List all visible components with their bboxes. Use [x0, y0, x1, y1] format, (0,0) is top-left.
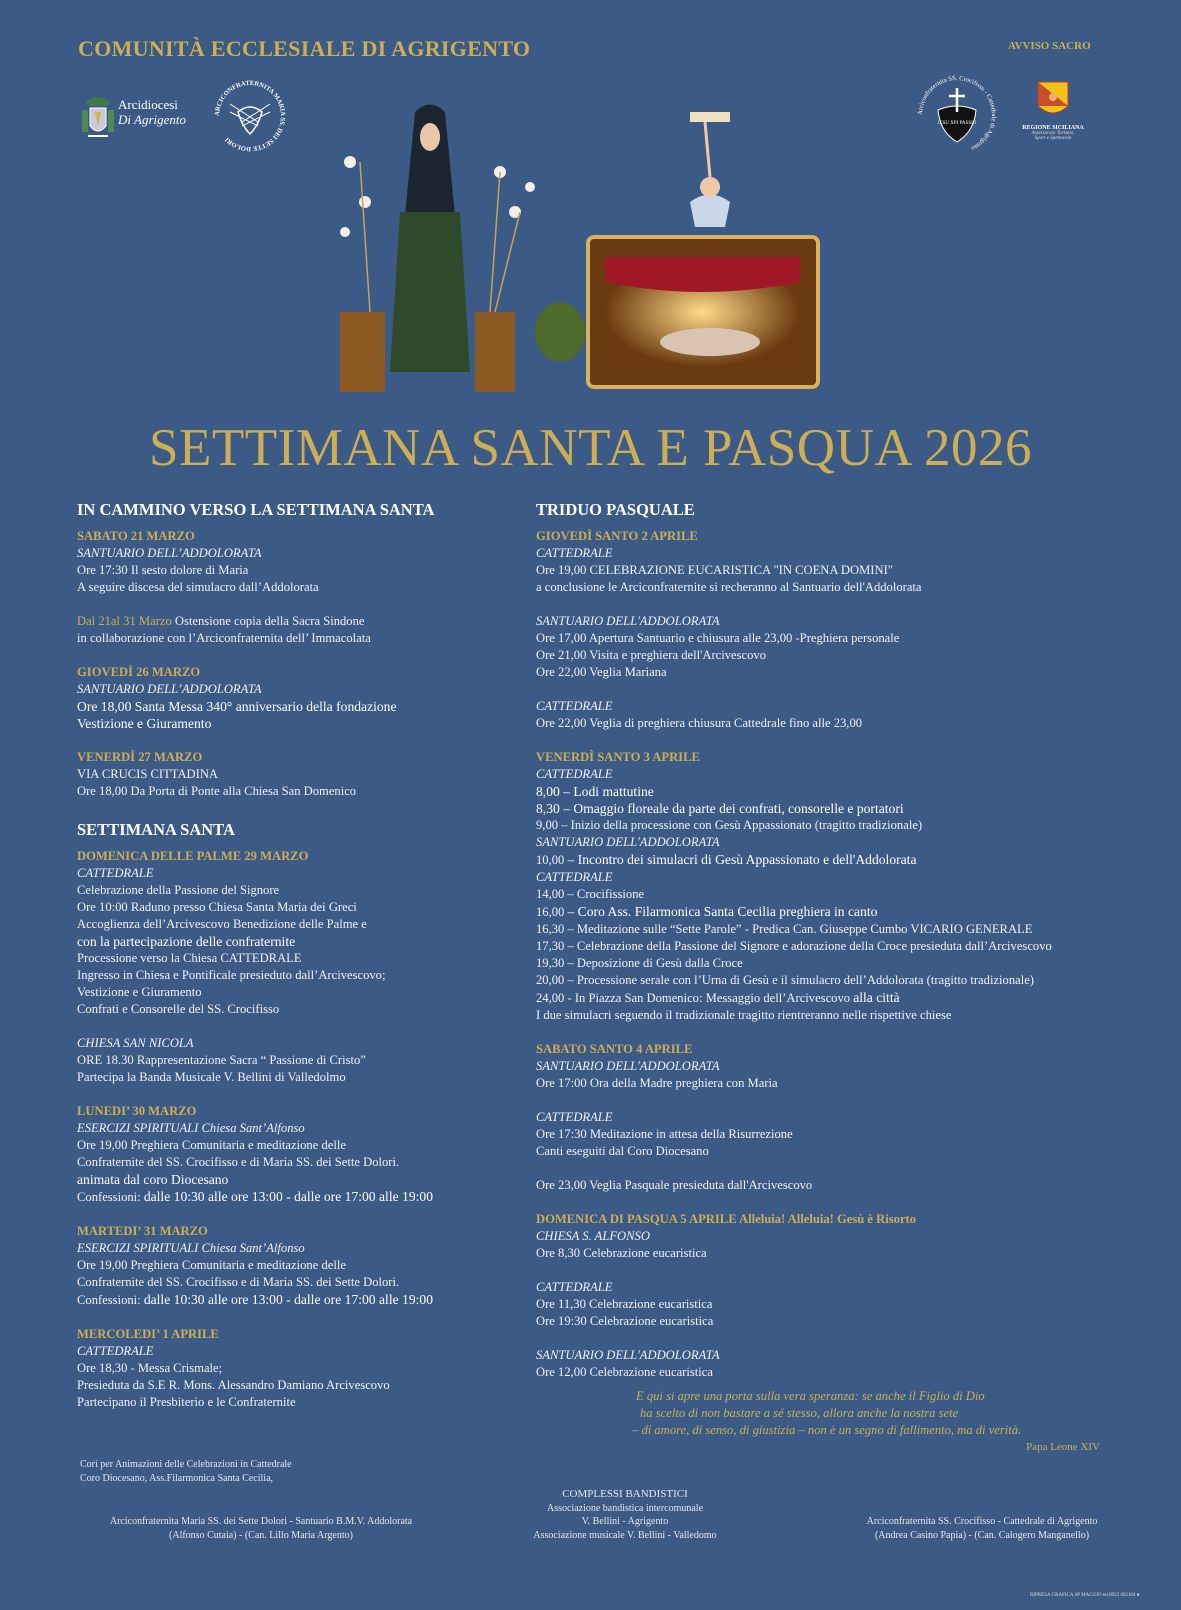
event-text: Ore 17:30 Il sesto dolore di Maria	[77, 563, 249, 577]
event-block	[77, 749, 507, 800]
event-text: Accoglienza dell’Arcivescovo Benedizione delle Palme e	[77, 917, 367, 931]
event-text-rest: – Coro Ass. Filarmonica Santa Cecilia preghiera in canto	[567, 904, 878, 919]
footer-left-line-1: Arciconfraternita Maria SS. dei Sette Dolori - Santuario B.M.V. Addolorata	[109, 1516, 413, 1527]
event-place: CATTEDRALE	[536, 767, 613, 781]
arcidiocesi-line1: Arcidiocesi	[118, 97, 178, 112]
event-place: ESERCIZI SPIRITUALI Chiesa Sant’Alfonso	[77, 1121, 305, 1135]
footer-right-line-2: (Andrea Casino Papia) - (Can. Calogero Manganello)	[874, 1529, 1090, 1541]
cross-heart-emblem-icon	[916, 74, 998, 156]
event-block	[536, 1279, 1176, 1330]
event-block	[77, 613, 507, 647]
regione-sub2: Sport e Spettacolo	[1034, 136, 1072, 141]
footer-center-line-2: V. Bellini - Agrigento	[581, 1516, 669, 1527]
event-place: CATTEDRALE	[536, 546, 613, 560]
event-date: MERCOLEDI’ 1 APRILE	[77, 1327, 219, 1341]
event-text: 19,30 – Deposizione di Gesù dalla Croce	[536, 956, 743, 970]
hero-statues-image	[330, 92, 830, 392]
event-text: Ore 19:30 Celebrazione eucaristica	[536, 1314, 714, 1328]
urna-statue	[588, 112, 818, 387]
crocifisso-emblem-text: JESU XPI PASSIO	[937, 121, 977, 126]
event-text: Ore 22,00 Veglia Mariana	[536, 665, 667, 679]
event-text	[77, 613, 507, 630]
event-text-emphasis: Ore 18,00 Santa Messa 340° anniversario della fondazione	[77, 699, 397, 714]
event-block	[536, 749, 1176, 1024]
settimana-santa-events	[77, 848, 507, 1411]
regione-siciliana-logo	[1008, 80, 1098, 141]
event-text: Ore 19,00 CELEBRAZIONE EUCARISTICA "IN COENA DOMINI"	[536, 563, 893, 577]
regione-label: REGIONE SICILIANA	[1022, 125, 1084, 131]
event-date: DOMENICA DELLE PALME 29 MARZO	[77, 849, 309, 863]
event-text: Ore 17:00 Ora della Madre preghiera con Maria	[536, 1076, 778, 1090]
event-date: DOMENICA DI PASQUA 5 APRILE Alleluia! Alleluia! Gesù è Risorto	[536, 1212, 917, 1226]
event-place: CATTEDRALE	[536, 699, 613, 713]
footer-right-line-1: Arciconfraternita SS. Crocifisso - Cattedrale di Agrigento	[866, 1516, 1098, 1527]
event-text-rest: Ostensione copia della Sacra Sindone	[174, 614, 365, 628]
event-block	[77, 1326, 507, 1411]
event-text: 9,00 – Inizio della processione con Gesù Appassionato (tragitto tradizionale)	[536, 818, 923, 832]
regione-sub1: Assessorato Turismo,	[1031, 131, 1075, 136]
arcidiocesi-line2: Di Agrigento	[118, 112, 187, 127]
event-text-rest: – Incontro dei simulacri di Gesù Appassionato e dell'Addolorata	[567, 852, 917, 867]
event-text: VIA CRUCIS CITTADINA	[77, 767, 219, 781]
event-text: Ore 8,30 Celebrazione eucaristica	[536, 1246, 707, 1260]
papal-quote	[560, 1388, 1105, 1456]
triduo-column	[536, 500, 1176, 1398]
event-text-rest: dalle 10:30 alle ore 13:00 - dalle ore 17:00 alle 19:00	[143, 1292, 433, 1307]
event-block	[77, 1103, 507, 1206]
event-text-rest: alla città	[853, 990, 900, 1005]
printer-credit: RIPRESA GRAFICA SP MAGGIO tel.0922 602104 ●	[1030, 1593, 1140, 1598]
event-date: GIOVEDÌ SANTO 2 APRILE	[536, 529, 698, 543]
event-text: Partecipa la Banda Musicale V. Bellini di Valledolmo	[77, 1070, 346, 1084]
quote-line-3: – di amore, di senso, di giustizia – non è un segno di fallimento, ma di verità.	[632, 1423, 1022, 1437]
event-text: 17,30 – Celebrazione della Passione del Signore e adorazione della Croce presieduta dall’Arcivescovo	[536, 939, 1052, 953]
arciconfraternita-dolori-logo	[212, 78, 288, 159]
event-text: Ore 18,30 - Messa Crismale;	[77, 1361, 223, 1375]
event-text: Ore 19,00 Preghiera Comunitaria e meditazione delle	[77, 1258, 346, 1272]
event-text: Presieduta da S.E R. Mons. Alessandro Damiano Arcivescovo	[77, 1378, 390, 1392]
event-block	[536, 1177, 1176, 1194]
event-text-emphasis: animata dal coro Diocesano	[77, 1172, 229, 1187]
quote-line-2: ha scelto di non bastare a sé stesso, allora anche la nostra sete	[640, 1406, 959, 1420]
event-place: CHIESA S. ALFONSO	[536, 1229, 650, 1243]
event-place: SANTUARIO DELL’ADDOLORATA	[77, 546, 262, 560]
event-place: SANTUARIO DELL’ADDOLORATA	[77, 682, 262, 696]
event-block	[536, 1041, 1176, 1092]
event-date: VENERDÌ 27 MARZO	[77, 750, 203, 764]
cori-line-2: Coro Diocesano, Ass.Filarmonica Santa Cecilia,	[80, 1472, 274, 1484]
arciconfraternita-dolori-text: ARCICONFRATERNITA MARIA SS. DEI SETTE DOLORI	[213, 79, 287, 153]
event-place: CATTEDRALE	[536, 870, 613, 884]
notice-label: AVVISO SACRO	[1008, 40, 1091, 52]
event-text-rest: dalle 10:30 alle ore 13:00 - dalle ore 17:00 alle 19:00	[143, 1189, 433, 1204]
section-heading-in-cammino: IN CAMMINO VERSO LA SETTIMANA SANTA	[77, 500, 435, 519]
event-text: Ore 18,00 Da Porta di Ponte alla Chiesa San Domenico	[77, 784, 357, 798]
cori-line-1: Cori per Animazioni delle Celebrazioni in Cattedrale	[80, 1459, 292, 1470]
section-heading-settimana-santa: SETTIMANA SANTA	[77, 820, 235, 839]
event-block	[536, 1211, 1176, 1262]
event-text: I due simulacri seguendo il tradizionale tragitto rientreranno nelle rispettive chiese	[536, 1008, 952, 1022]
event-place: SANTUARIO DELL'ADDOLORATA	[536, 1059, 720, 1073]
event-date: SABATO 21 MARZO	[77, 529, 195, 543]
event-text	[77, 1291, 507, 1309]
event-text: Ore 10:00 Raduno presso Chiesa Santa Maria dei Greci	[77, 900, 357, 914]
event-place: CATTEDRALE	[536, 1280, 613, 1294]
trinacria-shield-icon	[1036, 80, 1070, 120]
event-text: Celebrazione della Passione del Signore	[77, 883, 280, 897]
event-text-prefix: Confessioni:	[77, 1190, 144, 1204]
organization-title: COMUNITÀ ECCLESIALE DI AGRIGENTO	[78, 36, 531, 61]
event-date: LUNEDI’ 30 MARZO	[77, 1104, 197, 1118]
event-place: CATTEDRALE	[536, 1110, 613, 1124]
event-text: in collaborazione con l’Arciconfraternita dell’ Immacolata	[77, 631, 371, 645]
event-block	[77, 1035, 507, 1086]
event-text-prefix: 10,00	[536, 853, 568, 867]
event-place: ESERCIZI SPIRITUALI Chiesa Sant’Alfonso	[77, 1241, 305, 1255]
event-text-emphasis: con la partecipazione delle confraternite	[77, 934, 296, 949]
footer-center-line-1: Associazione bandistica intercomunale	[546, 1502, 704, 1514]
section-heading-triduo: TRIDUO PASQUALE	[536, 500, 695, 519]
footer-center-line-3: Associazione musicale V. Bellini - Valledomo	[533, 1529, 717, 1541]
event-place: CATTEDRALE	[77, 866, 154, 880]
event-text: Ore 17:30 Meditazione in attesa della Risurrezione	[536, 1127, 793, 1141]
event-text	[536, 903, 1176, 921]
sacred-heart-swords-icon	[212, 78, 288, 154]
event-block	[536, 528, 1176, 596]
event-text-emphasis: 8,00 – Lodi mattutine	[536, 784, 654, 799]
event-place: SANTUARIO DELL'ADDOLORATA	[536, 1348, 720, 1362]
cori-credits	[80, 1458, 292, 1485]
event-block	[536, 613, 1176, 681]
footer-left-line-2: (Alfonso Cutaia) - (Can. Lillo Maria Argento)	[169, 1529, 353, 1541]
event-place: CATTEDRALE	[77, 1344, 154, 1358]
in-cammino-events	[77, 528, 507, 800]
addolorata-statue	[340, 105, 585, 393]
event-text: a conclusione le Arciconfraternite si recheranno al Santuario dell'Addolorata	[536, 580, 922, 594]
event-text-prefix: Confessioni:	[77, 1293, 144, 1307]
event-text: Ore 23,00 Veglia Pasquale presieduta dall'Arcivescovo	[536, 1178, 813, 1192]
event-text-emphasis: Vestizione e Giuramento	[77, 716, 212, 731]
event-text: 14,00 – Crocifissione	[536, 887, 645, 901]
event-text: Confraternite del SS. Crocifisso e di Maria SS. dei Sette Dolori.	[77, 1155, 400, 1169]
event-text-prefix: 24,00 - In Piazza San Domenico: Messaggio dell’Arcivescovo	[536, 991, 854, 1005]
event-text	[536, 989, 1176, 1007]
event-block	[77, 528, 507, 596]
arciconfraternita-crocifisso-logo	[916, 74, 998, 161]
quote-line-1: E qui si apre una porta sulla vera speranza: se anche il Figlio di Dio	[636, 1389, 985, 1403]
event-text: A seguire discesa del simulacro dall’Addolorata	[77, 580, 319, 594]
event-text	[77, 1188, 507, 1206]
footer-center-title: COMPLESSI BANDISTICI	[562, 1488, 688, 1500]
event-text: Ingresso in Chiesa e Pontificale presieduto dall’Arcivescovo;	[77, 968, 386, 982]
event-block	[536, 698, 1176, 732]
event-text-emphasis: 8,30 – Omaggio floreale da parte dei confrati, consorelle e portatori	[536, 801, 904, 816]
event-text: Confrati e Consorelle del SS. Crocifisso	[77, 1002, 280, 1016]
pre-holy-week-column	[77, 500, 507, 1428]
event-text: Confraternite del SS. Crocifisso e di Maria SS. dei Sette Dolori.	[77, 1275, 400, 1289]
event-date: VENERDÌ SANTO 3 APRILE	[536, 750, 700, 764]
event-text-prefix: 16,00	[536, 905, 568, 919]
event-text: 20,00 – Processione serale con l’Urna di Gesù e il simulacro dell’Addolorata (tragitto tradizionale)	[536, 973, 1034, 987]
coat-of-arms-icon	[78, 92, 118, 142]
event-block	[536, 1109, 1176, 1160]
event-text: ORE 18.30 Rappresentazione Sacra “ Passione di Cristo”	[77, 1053, 366, 1067]
event-block	[536, 1347, 1176, 1381]
event-text: Ore 11,30 Celebrazione eucaristica	[536, 1297, 713, 1311]
footer-complessi-bandistici	[505, 1488, 745, 1542]
event-date: SABATO SANTO 4 APRILE	[536, 1042, 693, 1056]
footer-sette-dolori	[76, 1515, 446, 1542]
event-place: SANTUARIO DELL'ADDOLORATA	[536, 835, 720, 849]
event-text: Ore 22,00 Veglia di preghiera chiusura Cattedrale fino alle 23,00	[536, 716, 863, 730]
event-text: Ore 12,00 Celebrazione eucaristica	[536, 1365, 713, 1379]
event-block	[77, 1223, 507, 1309]
arciconfraternita-dolori-ring-text	[214, 80, 286, 152]
event-text: Ore 21,00 Visita e preghiera dell'Arcivescovo	[536, 648, 766, 662]
event-text: Ore 19,00 Preghiera Comunitaria e meditazione delle	[77, 1138, 346, 1152]
event-date: MARTEDI’ 31 MARZO	[77, 1224, 208, 1238]
event-place: SANTUARIO DELL'ADDOLORATA	[536, 614, 720, 628]
triduo-events	[536, 528, 1176, 1381]
event-text: Canti eseguiti dal Coro Diocesano	[536, 1144, 709, 1158]
event-text	[536, 851, 1176, 869]
event-block	[77, 664, 507, 732]
event-text-prefix: Dal 21al 31 Marzo	[77, 614, 175, 628]
event-text: Partecipano il Presbiterio e le Confraternite	[77, 1395, 296, 1409]
event-date: GIOVEDÌ 26 MARZO	[77, 665, 201, 679]
main-title: SETTIMANA SANTA E PASQUA 2026	[149, 419, 1032, 477]
event-place: CHIESA SAN NICOLA	[77, 1036, 194, 1050]
crocifisso-text: Arciconfraternita SS. Crocifisso - Cattedrale di Agrigento	[916, 74, 998, 152]
event-text: Ore 17,00 Apertura Santuario e chiusura alle 23,00 -Preghiera personale	[536, 631, 900, 645]
quote-author: Papa Leone XIV	[1026, 1441, 1100, 1453]
arcidiocesi-logo	[78, 92, 187, 147]
footer-crocifisso	[832, 1515, 1132, 1542]
event-text: 16,30 – Meditazione sulle “Sette Parole” - Predica Can. Giuseppe Cumbo VICARIO GENERALE	[536, 922, 1033, 936]
event-text: Processione verso la Chiesa CATTEDRALE	[77, 951, 302, 965]
event-block	[77, 848, 507, 1018]
event-text: Vestizione e Giuramento	[77, 985, 202, 999]
